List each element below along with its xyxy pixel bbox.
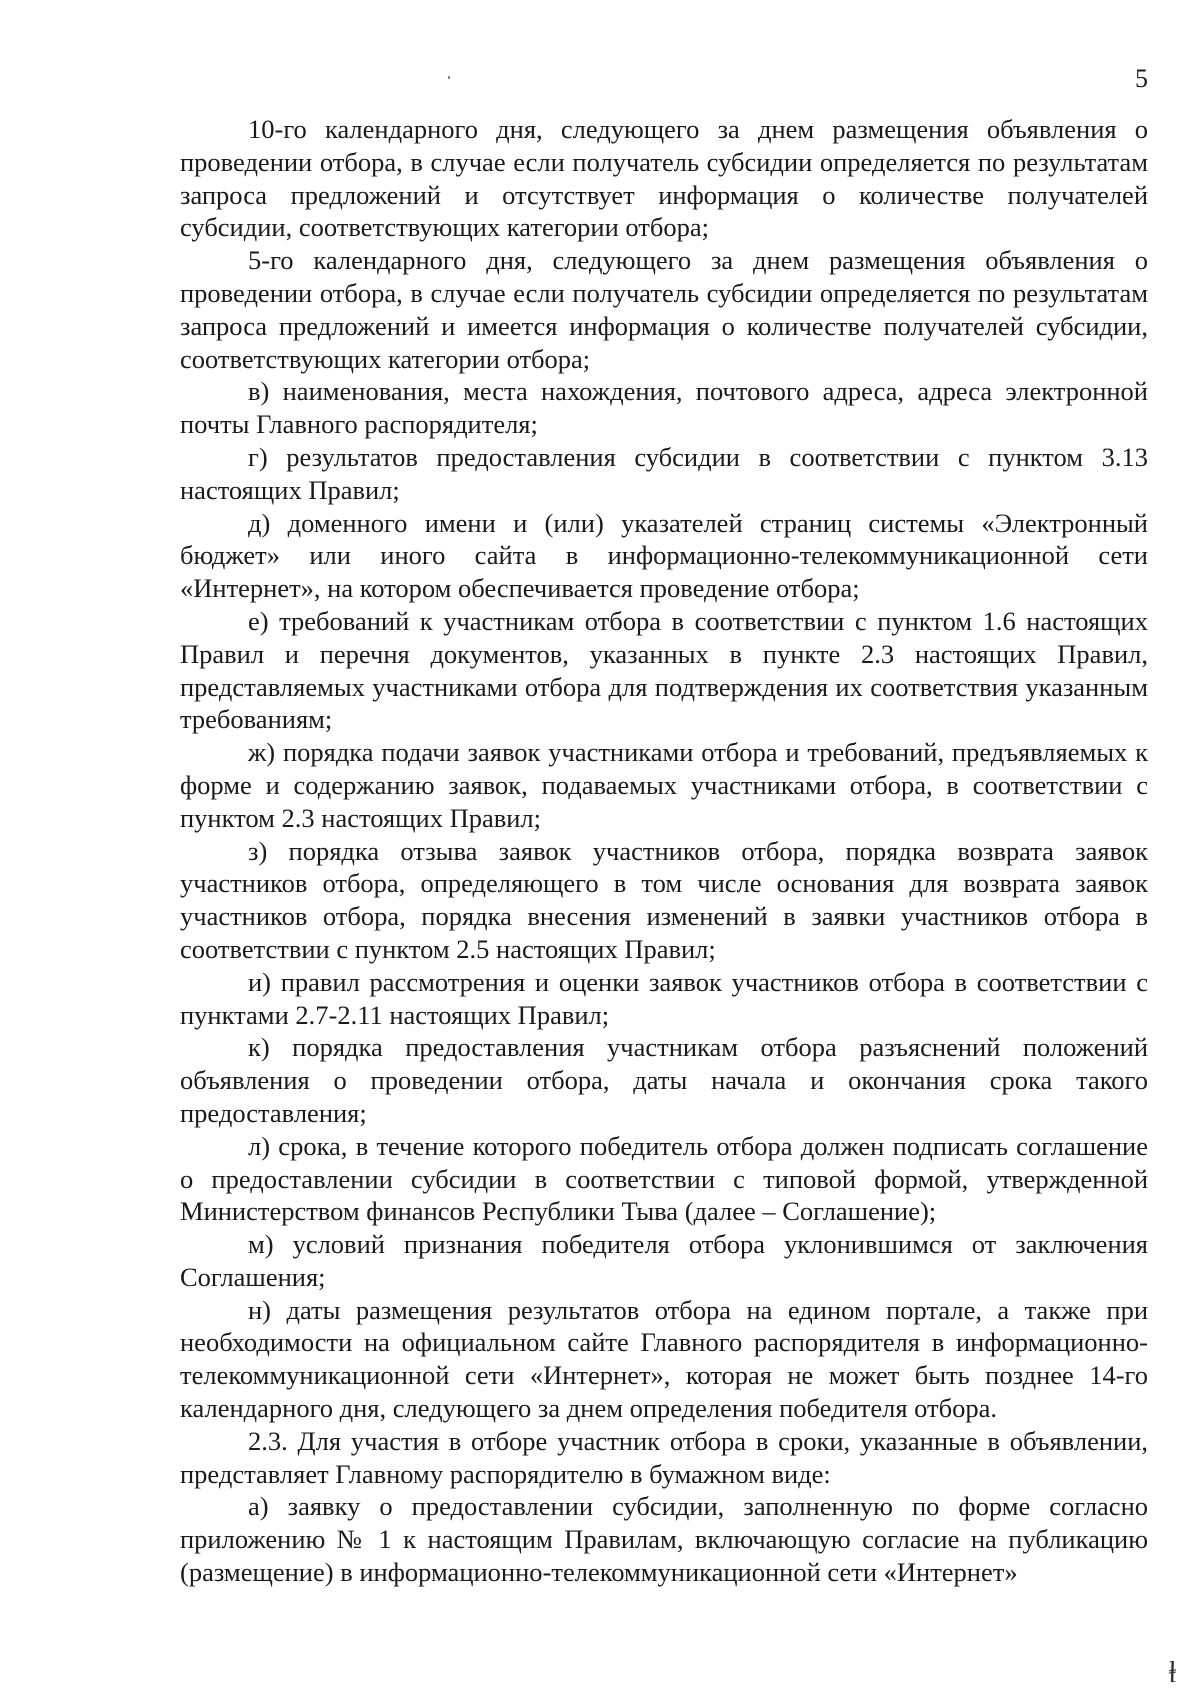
page-number: 5: [1135, 64, 1148, 93]
paragraph-section-2-3: 2.3. Для участия в отборе участник отбора в сроки, указанные в объявлении, представляет Главному распорядителю в бумажном виде:: [180, 1425, 1148, 1489]
paragraph-item-i: и) правил рассмотрения и оценки заявок участников отбора в соответствии с пунктами 2.7-2.11 настоящих Правил;: [180, 966, 1148, 1030]
paragraph-item-e: е) требований к участникам отбора в соответствии с пунктом 1.6 настоящих Правил и перечня документов, указанных в пункте 2.3 настоящих Правил, представляемых участниками отбора для подтверждения их соответствия указанным требованиям;: [180, 605, 1148, 735]
paragraph-item-zh: ж) порядка подачи заявок участниками отбора и требований, предъявляемых к форме и содержанию заявок, подаваемых участниками отбора, в соответствии с пунктом 2.3 настоящих Правил;: [180, 737, 1148, 833]
scan-speck: [448, 76, 450, 79]
paragraph-item-d: д) доменного имени и (или) указателей страниц системы «Электронный бюджет» или иного сайта в информационно-телекоммуникационной сети «Интернет», на котором обеспечивается проведение отбора;: [180, 507, 1148, 604]
paragraph-item-g: г) результатов предоставления субсидии в соответствии с пунктом 3.13 настоящих Правил;: [180, 441, 1148, 505]
handwritten-mark: ⱡ: [1165, 1655, 1179, 1690]
document-body: [180, 113, 1148, 1589]
paragraph-item-k: к) порядка предоставления участникам отбора разъяснений положений объявления о проведении отбора, даты начала и окончания срока такого предоставления;: [180, 1032, 1148, 1128]
paragraph-item-v: в) наименования, места нахождения, почтового адреса, адреса электронной почты Главного распорядителя;: [180, 376, 1148, 440]
paragraph-deadline-5-day: 5-го календарного дня, следующего за днем размещения объявления о проведении отбора, в случае если получатель субсидии определяется по результатам запроса предложений и имеется информация о количестве получателей субсидии, соответствующих категории отбора;: [180, 245, 1148, 374]
paragraph-item-n: н) даты размещения результатов отбора на едином портале, а также при необходимости на официальном сайте Главного распорядителя в информационно-телекоммуникационной сети «Интернет», которая не может быть позднее 14-го календарного дня, следующего за днем определения победителя отбора.: [180, 1294, 1148, 1424]
paragraph-item-m: м) условий признания победителя отбора уклонившимся от заключения Соглашения;: [180, 1229, 1148, 1292]
paragraph-item-l: л) срока, в течение которого победитель отбора должен подписать соглашение о предоставлении субсидии в соответствии с типовой формой, утвержденной Министерством финансов Республики Тыва (далее – Соглашение);: [180, 1130, 1148, 1227]
paragraph-item-a: а) заявку о предоставлении субсидии, заполненную по форме согласно приложению № 1 к настоящим Правилам, включающую согласие на публикацию (размещение) в информационно-телекоммуникационной сети «Интернет»: [180, 1491, 1148, 1588]
paragraph-deadline-10-day: 10-го календарного дня, следующего за днем размещения объявления о проведении отбора, в случае если получатель субсидии определяется по результатам запроса предложений и отсутствует информация о количестве получателей субсидии, соответствующих категории отбора;: [180, 114, 1148, 243]
paragraph-item-z: з) порядка отзыва заявок участников отбора, порядка возврата заявок участников отбора, определяющего в том числе основания для возврата заявок участников отбора, порядка внесения изменений в заявки участников отбора в соответствии с пунктом 2.5 настоящих Правил;: [180, 835, 1148, 964]
